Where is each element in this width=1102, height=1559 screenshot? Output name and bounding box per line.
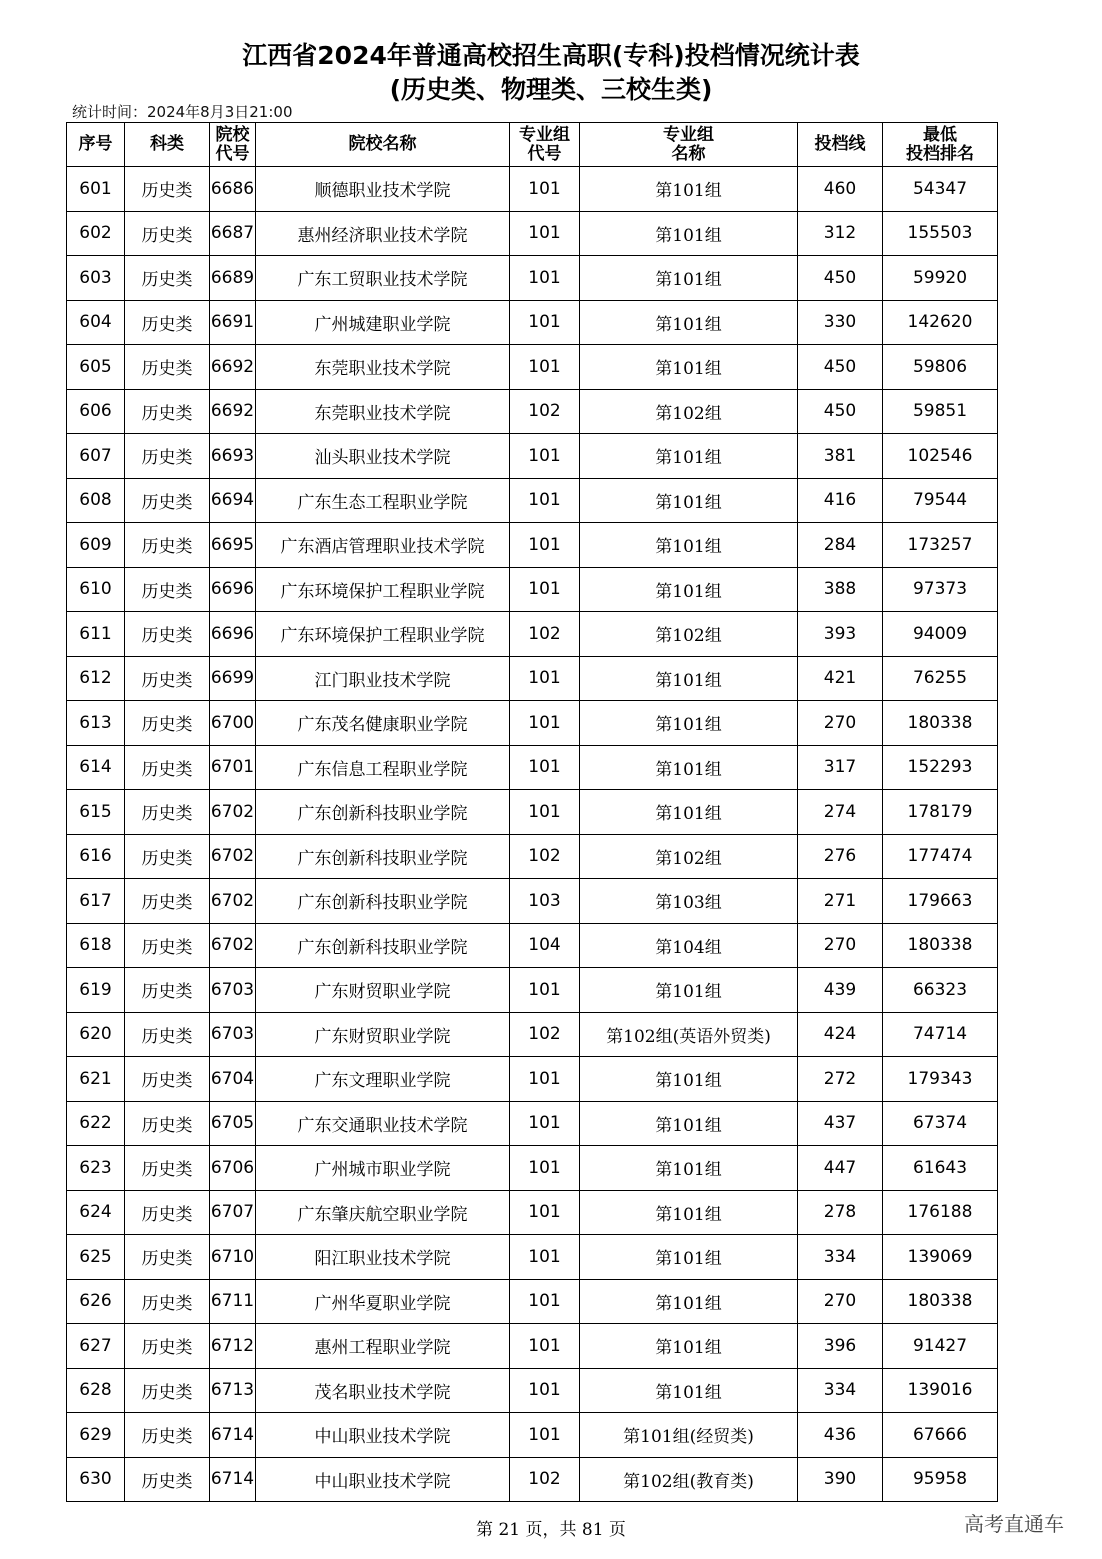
table-row	[67, 1057, 998, 1102]
cell-score: 271	[798, 879, 883, 924]
cell-school-name: 广东财贸职业学院	[256, 968, 510, 1013]
cell-school-code: 6687	[210, 211, 256, 256]
cell-score: 278	[798, 1190, 883, 1235]
cell-rank: 97373	[883, 567, 998, 612]
cell-rank: 142620	[883, 300, 998, 345]
table-row	[67, 256, 998, 301]
cell-group-code: 101	[510, 523, 580, 568]
cell-school-name: 广东创新科技职业学院	[256, 834, 510, 879]
cell-group-code: 102	[510, 612, 580, 657]
cell-category: 历史类	[125, 1146, 210, 1191]
table-row	[67, 656, 998, 701]
cell-school-code: 6696	[210, 567, 256, 612]
table-row	[67, 1457, 998, 1502]
col-header-rank: 最低 投档排名	[883, 123, 998, 167]
cell-seq: 624	[67, 1190, 125, 1235]
cell-seq: 628	[67, 1368, 125, 1413]
table-row	[67, 968, 998, 1013]
cell-group-name: 第101组	[580, 1101, 798, 1146]
cell-school-name: 广东环境保护工程职业学院	[256, 612, 510, 657]
cell-category: 历史类	[125, 968, 210, 1013]
cell-category: 历史类	[125, 612, 210, 657]
cell-score: 270	[798, 923, 883, 968]
cell-score: 284	[798, 523, 883, 568]
cell-category: 历史类	[125, 701, 210, 746]
cell-school-code: 6714	[210, 1457, 256, 1502]
cell-school-code: 6686	[210, 167, 256, 212]
cell-school-name: 阳江职业技术学院	[256, 1235, 510, 1280]
cell-group-code: 101	[510, 211, 580, 256]
cell-group-name: 第102组(英语外贸类)	[580, 1012, 798, 1057]
cell-group-name: 第101组	[580, 523, 798, 568]
cell-group-name: 第103组	[580, 879, 798, 924]
cell-group-name: 第101组	[580, 1190, 798, 1235]
cell-school-name: 广州城建职业学院	[256, 300, 510, 345]
cell-score: 436	[798, 1413, 883, 1458]
cell-seq: 601	[67, 167, 125, 212]
cell-school-code: 6702	[210, 790, 256, 835]
cell-category: 历史类	[125, 1324, 210, 1369]
cell-group-code: 102	[510, 389, 580, 434]
cell-score: 270	[798, 1279, 883, 1324]
cell-seq: 610	[67, 567, 125, 612]
cell-score: 388	[798, 567, 883, 612]
cell-rank: 94009	[883, 612, 998, 657]
cell-group-code: 101	[510, 1101, 580, 1146]
cell-school-code: 6702	[210, 923, 256, 968]
cell-group-name: 第101组	[580, 745, 798, 790]
cell-school-name: 顺德职业技术学院	[256, 167, 510, 212]
table-row	[67, 1146, 998, 1191]
cell-seq: 609	[67, 523, 125, 568]
cell-group-name: 第101组	[580, 1279, 798, 1324]
cell-group-code: 101	[510, 968, 580, 1013]
cell-group-name: 第101组	[580, 1368, 798, 1413]
cell-rank: 91427	[883, 1324, 998, 1369]
cell-category: 历史类	[125, 345, 210, 390]
cell-rank: 177474	[883, 834, 998, 879]
cell-score: 447	[798, 1146, 883, 1191]
cell-school-code: 6692	[210, 345, 256, 390]
cell-score: 270	[798, 701, 883, 746]
table-row	[67, 1413, 998, 1458]
cell-score: 274	[798, 790, 883, 835]
cell-group-code: 101	[510, 1413, 580, 1458]
table-row	[67, 567, 998, 612]
cell-rank: 59920	[883, 256, 998, 301]
cell-category: 历史类	[125, 790, 210, 835]
table-row	[67, 612, 998, 657]
cell-group-code: 101	[510, 256, 580, 301]
cell-seq: 620	[67, 1012, 125, 1057]
table-row	[67, 434, 998, 479]
cell-score: 460	[798, 167, 883, 212]
cell-rank: 180338	[883, 1279, 998, 1324]
table-row	[67, 167, 998, 212]
cell-group-code: 101	[510, 434, 580, 479]
cell-school-name: 广东肇庆航空职业学院	[256, 1190, 510, 1235]
cell-category: 历史类	[125, 1457, 210, 1502]
cell-category: 历史类	[125, 745, 210, 790]
cell-category: 历史类	[125, 167, 210, 212]
cell-seq: 615	[67, 790, 125, 835]
cell-group-code: 101	[510, 1190, 580, 1235]
cell-school-code: 6689	[210, 256, 256, 301]
document-title: 江西省2024年普通高校招生高职(专科)投档情况统计表	[242, 41, 860, 70]
cell-rank: 59806	[883, 345, 998, 390]
stat-time: 统计时间：2024年8月3日21:00	[72, 103, 293, 121]
cell-seq: 605	[67, 345, 125, 390]
cell-score: 330	[798, 300, 883, 345]
table-row	[67, 1235, 998, 1280]
cell-group-code: 103	[510, 879, 580, 924]
cell-seq: 623	[67, 1146, 125, 1191]
cell-rank: 67666	[883, 1413, 998, 1458]
cell-group-name: 第101组	[580, 345, 798, 390]
cell-group-name: 第102组	[580, 389, 798, 434]
col-header-group-code: 专业组 代号	[510, 123, 580, 167]
cell-school-code: 6707	[210, 1190, 256, 1235]
cell-school-code: 6701	[210, 745, 256, 790]
table-row	[67, 389, 998, 434]
cell-group-name: 第101组(经贸类)	[580, 1413, 798, 1458]
cell-group-code: 101	[510, 1146, 580, 1191]
cell-rank: 66323	[883, 968, 998, 1013]
col-header-seq: 序号	[67, 123, 125, 167]
cell-score: 334	[798, 1368, 883, 1413]
table-row	[67, 211, 998, 256]
cell-category: 历史类	[125, 1279, 210, 1324]
cell-school-code: 6714	[210, 1413, 256, 1458]
cell-rank: 67374	[883, 1101, 998, 1146]
cell-group-code: 101	[510, 1235, 580, 1280]
cell-score: 439	[798, 968, 883, 1013]
cell-category: 历史类	[125, 834, 210, 879]
cell-group-code: 101	[510, 1279, 580, 1324]
cell-rank: 139016	[883, 1368, 998, 1413]
table-row	[67, 923, 998, 968]
cell-school-code: 6693	[210, 434, 256, 479]
cell-group-name: 第101组	[580, 567, 798, 612]
cell-school-code: 6706	[210, 1146, 256, 1191]
col-header-score: 投档线	[798, 123, 883, 167]
cell-category: 历史类	[125, 1101, 210, 1146]
cell-group-name: 第101组	[580, 1146, 798, 1191]
cell-category: 历史类	[125, 300, 210, 345]
cell-school-name: 中山职业技术学院	[256, 1457, 510, 1502]
table-row	[67, 834, 998, 879]
cell-score: 390	[798, 1457, 883, 1502]
cell-category: 历史类	[125, 478, 210, 523]
cell-school-code: 6696	[210, 612, 256, 657]
cell-school-code: 6702	[210, 834, 256, 879]
cell-rank: 180338	[883, 701, 998, 746]
cell-school-code: 6703	[210, 1012, 256, 1057]
cell-school-code: 6694	[210, 478, 256, 523]
cell-group-name: 第102组	[580, 612, 798, 657]
cell-rank: 139069	[883, 1235, 998, 1280]
cell-seq: 607	[67, 434, 125, 479]
cell-rank: 76255	[883, 656, 998, 701]
cell-school-name: 广东生态工程职业学院	[256, 478, 510, 523]
cell-group-name: 第101组	[580, 167, 798, 212]
cell-school-code: 6705	[210, 1101, 256, 1146]
cell-score: 272	[798, 1057, 883, 1102]
cell-seq: 602	[67, 211, 125, 256]
cell-school-name: 茂名职业技术学院	[256, 1368, 510, 1413]
admission-table	[66, 122, 998, 1502]
cell-group-code: 101	[510, 345, 580, 390]
cell-category: 历史类	[125, 434, 210, 479]
table-row	[67, 790, 998, 835]
cell-seq: 613	[67, 701, 125, 746]
cell-school-code: 6712	[210, 1324, 256, 1369]
table-row	[67, 1190, 998, 1235]
cell-school-name: 东莞职业技术学院	[256, 345, 510, 390]
cell-category: 历史类	[125, 211, 210, 256]
cell-school-name: 广东环境保护工程职业学院	[256, 567, 510, 612]
cell-school-name: 广州城市职业学院	[256, 1146, 510, 1191]
page-number: 第 21 页，共 81 页	[476, 1520, 626, 1540]
cell-group-name: 第101组	[580, 478, 798, 523]
table-row	[67, 523, 998, 568]
cell-group-code: 101	[510, 478, 580, 523]
table-row	[67, 1368, 998, 1413]
cell-group-code: 101	[510, 1368, 580, 1413]
cell-seq: 619	[67, 968, 125, 1013]
cell-group-code: 104	[510, 923, 580, 968]
cell-category: 历史类	[125, 256, 210, 301]
cell-school-code: 6691	[210, 300, 256, 345]
cell-score: 416	[798, 478, 883, 523]
cell-score: 450	[798, 389, 883, 434]
cell-school-name: 东莞职业技术学院	[256, 389, 510, 434]
cell-group-code: 102	[510, 1012, 580, 1057]
cell-school-name: 广东财贸职业学院	[256, 1012, 510, 1057]
cell-school-name: 广东酒店管理职业技术学院	[256, 523, 510, 568]
cell-group-name: 第101组	[580, 1324, 798, 1369]
cell-school-name: 中山职业技术学院	[256, 1413, 510, 1458]
cell-rank: 95958	[883, 1457, 998, 1502]
cell-category: 历史类	[125, 567, 210, 612]
cell-rank: 102546	[883, 434, 998, 479]
col-header-group-name: 专业组 名称	[580, 123, 798, 167]
cell-group-code: 101	[510, 701, 580, 746]
cell-seq: 626	[67, 1279, 125, 1324]
cell-seq: 630	[67, 1457, 125, 1502]
cell-rank: 179663	[883, 879, 998, 924]
cell-school-name: 惠州经济职业技术学院	[256, 211, 510, 256]
cell-school-name: 惠州工程职业学院	[256, 1324, 510, 1369]
cell-group-name: 第101组	[580, 1057, 798, 1102]
cell-rank: 180338	[883, 923, 998, 968]
cell-group-code: 101	[510, 300, 580, 345]
cell-seq: 612	[67, 656, 125, 701]
cell-group-name: 第101组	[580, 434, 798, 479]
cell-group-code: 101	[510, 745, 580, 790]
cell-group-name: 第101组	[580, 211, 798, 256]
cell-category: 历史类	[125, 1368, 210, 1413]
cell-seq: 614	[67, 745, 125, 790]
cell-seq: 611	[67, 612, 125, 657]
cell-seq: 608	[67, 478, 125, 523]
cell-rank: 179343	[883, 1057, 998, 1102]
table-row	[67, 1279, 998, 1324]
cell-school-name: 广东创新科技职业学院	[256, 879, 510, 924]
cell-rank: 74714	[883, 1012, 998, 1057]
cell-seq: 604	[67, 300, 125, 345]
cell-group-name: 第101组	[580, 968, 798, 1013]
col-header-school-name: 院校名称	[256, 123, 510, 167]
cell-group-code: 101	[510, 790, 580, 835]
cell-score: 424	[798, 1012, 883, 1057]
cell-category: 历史类	[125, 1413, 210, 1458]
cell-group-name: 第101组	[580, 1235, 798, 1280]
cell-school-name: 广东交通职业技术学院	[256, 1101, 510, 1146]
cell-group-name: 第101组	[580, 701, 798, 746]
cell-school-code: 6692	[210, 389, 256, 434]
cell-score: 317	[798, 745, 883, 790]
cell-rank: 152293	[883, 745, 998, 790]
table-row	[67, 745, 998, 790]
cell-school-name: 广东工贸职业技术学院	[256, 256, 510, 301]
cell-group-code: 101	[510, 167, 580, 212]
cell-school-code: 6704	[210, 1057, 256, 1102]
cell-rank: 54347	[883, 167, 998, 212]
cell-group-code: 102	[510, 1457, 580, 1502]
table-row	[67, 701, 998, 746]
cell-rank: 61643	[883, 1146, 998, 1191]
cell-seq: 622	[67, 1101, 125, 1146]
table-header-row	[67, 123, 998, 167]
cell-rank: 59851	[883, 389, 998, 434]
cell-score: 276	[798, 834, 883, 879]
cell-group-name: 第102组(教育类)	[580, 1457, 798, 1502]
cell-category: 历史类	[125, 1190, 210, 1235]
cell-seq: 629	[67, 1413, 125, 1458]
cell-category: 历史类	[125, 923, 210, 968]
cell-school-name: 广东信息工程职业学院	[256, 745, 510, 790]
col-header-category: 科类	[125, 123, 210, 167]
cell-school-name: 广东茂名健康职业学院	[256, 701, 510, 746]
cell-score: 312	[798, 211, 883, 256]
cell-group-code: 101	[510, 1324, 580, 1369]
cell-group-code: 101	[510, 656, 580, 701]
cell-category: 历史类	[125, 523, 210, 568]
cell-score: 450	[798, 256, 883, 301]
cell-group-code: 102	[510, 834, 580, 879]
cell-group-name: 第101组	[580, 656, 798, 701]
cell-score: 381	[798, 434, 883, 479]
cell-score: 334	[798, 1235, 883, 1280]
cell-school-name: 汕头职业技术学院	[256, 434, 510, 479]
cell-rank: 79544	[883, 478, 998, 523]
cell-score: 421	[798, 656, 883, 701]
table-row	[67, 1101, 998, 1146]
cell-group-name: 第101组	[580, 790, 798, 835]
cell-school-name: 江门职业技术学院	[256, 656, 510, 701]
col-header-school-code: 院校 代号	[210, 123, 256, 167]
cell-category: 历史类	[125, 1057, 210, 1102]
cell-rank: 176188	[883, 1190, 998, 1235]
cell-seq: 606	[67, 389, 125, 434]
cell-school-code: 6702	[210, 879, 256, 924]
cell-score: 393	[798, 612, 883, 657]
cell-group-code: 101	[510, 1057, 580, 1102]
cell-category: 历史类	[125, 656, 210, 701]
cell-school-code: 6699	[210, 656, 256, 701]
cell-seq: 625	[67, 1235, 125, 1280]
cell-school-code: 6713	[210, 1368, 256, 1413]
brand-watermark: 高考直通车	[964, 1512, 1064, 1536]
cell-rank: 173257	[883, 523, 998, 568]
cell-seq: 621	[67, 1057, 125, 1102]
table-row	[67, 879, 998, 924]
cell-school-code: 6711	[210, 1279, 256, 1324]
cell-seq: 627	[67, 1324, 125, 1369]
cell-group-name: 第101组	[580, 256, 798, 301]
table-row	[67, 1324, 998, 1369]
table-row	[67, 300, 998, 345]
cell-school-name: 广东创新科技职业学院	[256, 790, 510, 835]
cell-seq: 618	[67, 923, 125, 968]
cell-school-code: 6703	[210, 968, 256, 1013]
cell-category: 历史类	[125, 879, 210, 924]
cell-score: 450	[798, 345, 883, 390]
cell-score: 396	[798, 1324, 883, 1369]
cell-seq: 616	[67, 834, 125, 879]
cell-score: 437	[798, 1101, 883, 1146]
table-row	[67, 478, 998, 523]
cell-school-code: 6700	[210, 701, 256, 746]
cell-seq: 617	[67, 879, 125, 924]
cell-school-name: 广东文理职业学院	[256, 1057, 510, 1102]
table-row	[67, 345, 998, 390]
cell-group-code: 101	[510, 567, 580, 612]
cell-school-name: 广州华夏职业学院	[256, 1279, 510, 1324]
cell-school-code: 6710	[210, 1235, 256, 1280]
cell-group-name: 第104组	[580, 923, 798, 968]
cell-category: 历史类	[125, 1235, 210, 1280]
cell-rank: 155503	[883, 211, 998, 256]
cell-category: 历史类	[125, 389, 210, 434]
cell-rank: 178179	[883, 790, 998, 835]
document-subtitle: (历史类、物理类、三校生类)	[389, 75, 713, 104]
cell-category: 历史类	[125, 1012, 210, 1057]
cell-school-code: 6695	[210, 523, 256, 568]
cell-group-name: 第102组	[580, 834, 798, 879]
cell-school-name: 广东创新科技职业学院	[256, 923, 510, 968]
table-row	[67, 1012, 998, 1057]
cell-seq: 603	[67, 256, 125, 301]
cell-group-name: 第101组	[580, 300, 798, 345]
